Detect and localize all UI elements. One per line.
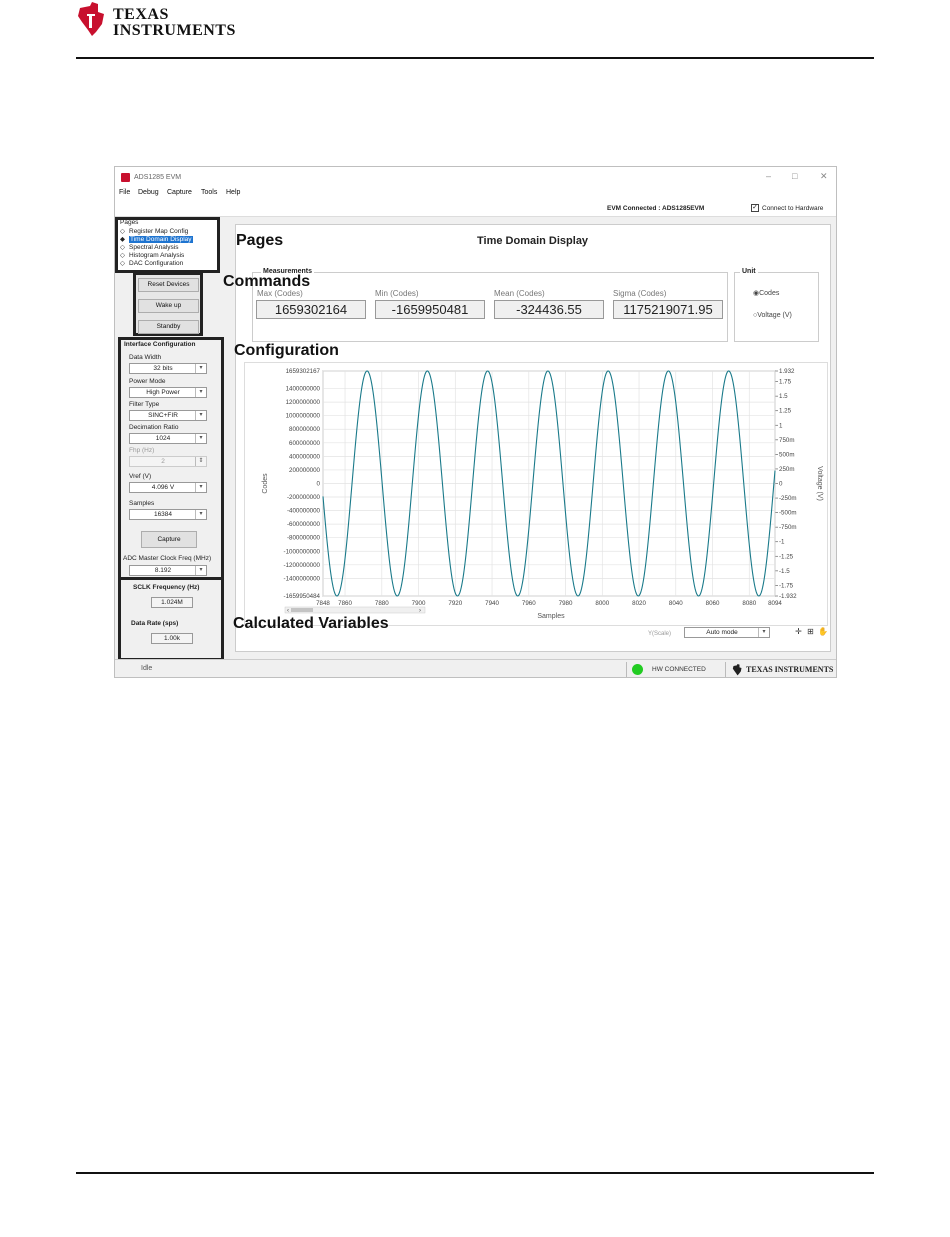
y-tick-label: -1200000000	[283, 561, 320, 569]
min-value: -1659950481	[375, 300, 485, 319]
x-tick-label: 7900	[411, 600, 426, 607]
divider	[725, 662, 726, 678]
menu-help[interactable]: Help	[226, 189, 241, 196]
clock-freq-select[interactable]: 8.192 ▾	[129, 565, 207, 576]
logo-text-line2: INSTRUMENTS	[113, 22, 236, 39]
y2-tick-label: -1.75	[779, 582, 794, 590]
y-axis-label: Codes	[262, 473, 269, 494]
interface-config-title: Interface Configuration	[124, 341, 196, 348]
unit-codes-radio[interactable]: ◉Codes	[753, 290, 780, 297]
y2-tick-label: -500m	[779, 509, 797, 517]
samples-label: Samples	[129, 500, 155, 507]
status-bar	[115, 659, 836, 678]
sigma-value: 1175219071.95	[613, 300, 723, 319]
x-tick-label: 7848	[316, 600, 330, 607]
x-axis-label: Samples	[537, 613, 565, 620]
logo-text-line1: TEXAS	[113, 6, 169, 23]
y-tick-label: 1200000000	[285, 399, 320, 407]
power-mode-label: Power Mode	[129, 378, 166, 385]
y-tick-label: 0	[316, 480, 320, 488]
yscale-mode-select[interactable]: Auto mode ▾	[684, 627, 770, 638]
x-tick-label: 7920	[448, 600, 463, 607]
vref-select[interactable]: 4.096 V ▾	[129, 482, 207, 493]
chart-scrollbar-thumb	[291, 608, 313, 612]
y-tick-label: -800000000	[286, 534, 320, 542]
decimation-label: Decimation Ratio	[129, 424, 179, 431]
interface-config-panel	[118, 337, 224, 583]
title-bar	[115, 167, 836, 187]
data-rate-label: Data Rate (sps)	[131, 620, 179, 627]
hw-connected-led	[632, 664, 643, 675]
page-item-dac[interactable]: ◇ DAC Configuration	[120, 260, 184, 267]
y-tick-label: -1000000000	[283, 548, 320, 556]
sclk-value: 1.024M	[151, 597, 193, 608]
zoom-icon[interactable]: ⊞	[807, 627, 814, 636]
callout-commands: Commands	[223, 273, 311, 290]
power-mode-select[interactable]: High Power ▾	[129, 387, 207, 398]
x-tick-label: 8040	[668, 600, 683, 607]
connect-checkbox[interactable]: ✓	[752, 204, 758, 211]
filter-type-label: Filter Type	[129, 401, 160, 408]
y-tick-label: -400000000	[286, 507, 320, 515]
pan-icon[interactable]: ✋	[818, 627, 828, 636]
y-tick-label: 800000000	[289, 426, 320, 434]
y2-tick-label: 1.5	[779, 393, 788, 401]
unit-title: Unit	[742, 268, 756, 275]
y2-tick-label: -1	[779, 538, 785, 546]
y2-tick-label: -1.5	[779, 567, 790, 575]
chevron-down-icon: ▾	[758, 628, 769, 637]
x-tick-label: 7960	[521, 600, 536, 607]
callout-configuration: Configuration	[234, 342, 339, 359]
y2-tick-label: 750m	[779, 436, 795, 444]
y2-tick-label: 1	[779, 422, 783, 430]
mean-label: Mean (Codes)	[494, 289, 545, 298]
data-width-select[interactable]: 32 bits ▾	[129, 363, 207, 374]
page-item-time-domain[interactable]: ◆ Time Domain Display	[120, 236, 192, 243]
ti-statusbar-logo: TEXAS INSTRUMENTS	[732, 663, 832, 677]
chevron-down-icon: ▾	[195, 434, 206, 443]
max-value: 1659302164	[256, 300, 366, 319]
wake-up-button[interactable]: Wake up	[138, 299, 199, 313]
sclk-label: SCLK Frequency (Hz)	[133, 584, 200, 591]
x-tick-label: 8060	[705, 600, 720, 607]
decimation-select[interactable]: 1024 ▾	[129, 433, 207, 444]
app-icon	[121, 173, 130, 182]
ti-logo-icon	[76, 2, 108, 38]
y2-tick-label: -1.25	[779, 553, 794, 561]
y2-tick-label: -750m	[779, 524, 797, 532]
idle-status: Idle	[141, 665, 153, 672]
callout-calculated-variables: Calculated Variables	[233, 615, 389, 632]
ti-logo	[76, 2, 236, 42]
chevron-down-icon: ▾	[195, 411, 206, 420]
pages-list	[115, 217, 220, 273]
unit-voltage-radio[interactable]: ○Voltage (V)	[753, 312, 792, 319]
y-tick-label: 600000000	[289, 439, 320, 447]
header-rule	[76, 57, 874, 59]
y-tick-label: -1400000000	[283, 575, 320, 583]
divider	[626, 662, 627, 678]
close-icon[interactable]: ✕	[820, 171, 828, 181]
capture-button[interactable]: Capture	[141, 531, 197, 548]
crosshair-icon[interactable]: ✛	[795, 627, 802, 636]
connect-checkbox-label[interactable]: Connect to Hardware	[762, 205, 824, 212]
y2-axis-label: Voltage (V)	[816, 466, 823, 501]
y-tick-label: 200000000	[289, 466, 320, 474]
x-tick-label: 7980	[558, 600, 573, 607]
chevron-down-icon: ▾	[195, 483, 206, 492]
chevron-down-icon: ▾	[195, 566, 206, 575]
page-title: Time Domain Display	[477, 235, 589, 247]
y-tick-label: 1400000000	[285, 385, 320, 393]
chart-svg	[245, 363, 829, 627]
chevron-down-icon: ▾	[195, 388, 206, 397]
time-domain-page	[235, 224, 831, 652]
time-domain-chart	[244, 362, 828, 626]
filter-type-select[interactable]: SINC+FIR ▾	[129, 410, 207, 421]
min-label: Min (Codes)	[375, 289, 419, 298]
x-tick-label: 7880	[374, 600, 389, 607]
y-tick-label: 1659302167	[285, 368, 320, 375]
unit-group	[734, 268, 819, 342]
radio-selected-icon: ◉	[753, 290, 760, 297]
y2-tick-label: 250m	[779, 465, 795, 473]
pages-header: Pages	[120, 219, 139, 226]
menu-capture[interactable]: Capture	[167, 189, 192, 196]
x-tick-label: 7940	[485, 600, 499, 607]
y2-tick-label: 500m	[779, 451, 795, 459]
calculated-variables-panel	[118, 577, 224, 661]
measurements-title: Measurements	[263, 268, 313, 275]
footer-rule	[76, 1172, 874, 1174]
sigma-label: Sigma (Codes)	[613, 289, 667, 298]
scroll-left-icon: ‹	[287, 608, 289, 614]
clock-freq-label: ADC Master Clock Freq (MHz)	[123, 555, 212, 562]
y2-tick-label: -1.932	[779, 593, 797, 600]
data-width-label: Data Width	[129, 354, 162, 361]
x-tick-label: 8020	[632, 600, 646, 607]
radio-empty-icon: ○	[753, 312, 758, 319]
fhp-stepper: 2 ⇕	[129, 456, 207, 467]
y2-tick-label: -250m	[779, 495, 797, 503]
connection-row	[115, 200, 836, 217]
page-item-spectral[interactable]: ◇ Spectral Analysis	[120, 244, 179, 251]
menu-file[interactable]: File	[119, 189, 131, 196]
app-title: ADS1285 EVM	[134, 174, 182, 181]
fhp-label: Fhp (Hz)	[129, 447, 155, 454]
y-tick-label: -1659950484	[283, 593, 320, 600]
page-item-register-map[interactable]: ◇ Register Map Config	[120, 228, 189, 235]
callout-pages: Pages	[236, 232, 284, 249]
max-label: Max (Codes)	[257, 289, 303, 298]
samples-select[interactable]: 16384 ▾	[129, 509, 207, 520]
y2-tick-label: 0	[779, 480, 783, 488]
x-tick-label: 8080	[742, 600, 757, 607]
scroll-right-icon: ›	[419, 608, 421, 614]
menu-debug[interactable]: Debug	[138, 189, 159, 196]
y2-tick-label: 1.932	[779, 368, 795, 375]
y-tick-label: -600000000	[286, 521, 320, 529]
x-tick-label: 8000	[595, 600, 610, 607]
stepper-icon: ⇕	[195, 457, 206, 466]
app-window	[114, 166, 837, 678]
minimize-icon[interactable]: –	[766, 171, 772, 181]
yscale-label: Y(Scale)	[648, 631, 672, 637]
menu-bar	[115, 187, 836, 200]
chevron-down-icon: ▾	[195, 364, 206, 373]
y-tick-label: 400000000	[289, 453, 320, 461]
commands-panel	[133, 272, 203, 336]
standby-button[interactable]: Standby	[138, 320, 199, 334]
data-rate-value: 1.00k	[151, 633, 193, 644]
evm-connected-status: EVM Connected : ADS1285EVM	[607, 205, 705, 212]
y-tick-label: 1000000000	[285, 412, 320, 420]
y-tick-label: -200000000	[286, 494, 320, 502]
maximize-icon[interactable]: □	[792, 171, 798, 181]
y2-tick-label: 1.25	[779, 407, 792, 415]
chevron-down-icon: ▾	[195, 510, 206, 519]
y2-tick-label: 1.75	[779, 378, 792, 386]
ti-logo-icon	[732, 664, 743, 676]
menu-tools[interactable]: Tools	[201, 189, 218, 196]
hw-connected-label: HW CONNECTED	[652, 666, 706, 673]
mean-value: -324436.55	[494, 300, 604, 319]
x-tick-label: 7860	[338, 600, 352, 607]
vref-label: Vref (V)	[129, 473, 152, 480]
reset-devices-button[interactable]: Reset Devices	[138, 278, 199, 292]
page-item-histogram[interactable]: ◇ Histogram Analysis	[120, 252, 185, 259]
x-tick-label: 8094	[768, 600, 782, 607]
measurements-group	[252, 268, 728, 342]
